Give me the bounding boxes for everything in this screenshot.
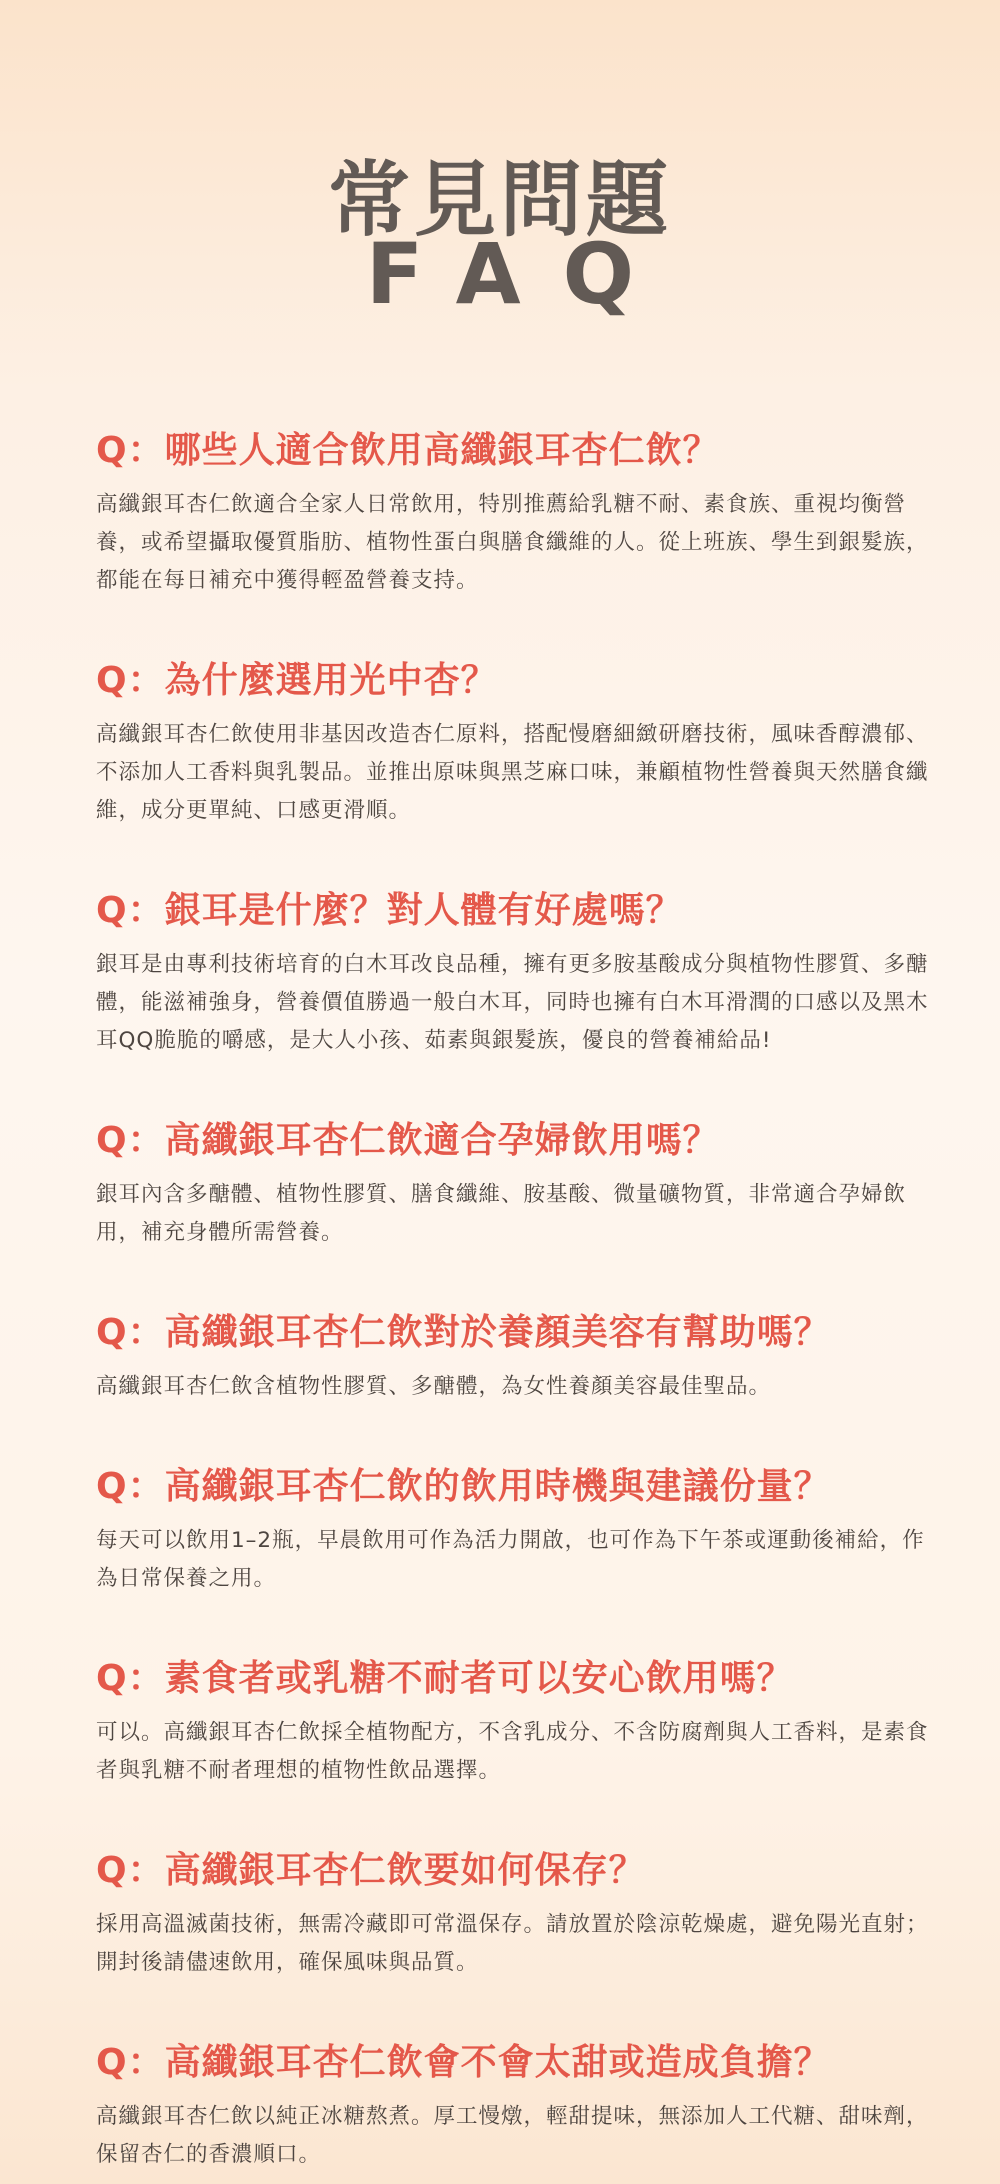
faq-question: Q：高纖銀耳杏仁飲會不會太甜或造成負擔？: [96, 2042, 831, 2083]
faq-question: Q：高纖銀耳杏仁飲對於養顏美容有幫助嗎？: [96, 1312, 831, 1353]
faq-answer: 高纖銀耳杏仁飲以純正冰糖熬煮。厚工慢燉，輕甜提味，無添加人工代糖、甜味劑，保留杏仁的香濃順口。: [96, 2104, 929, 2167]
faq-question: Q：哪些人適合飲用高纖銀耳杏仁飲？: [96, 430, 720, 471]
faq-item: [96, 882, 946, 1060]
faq-question: Q：為什麼選用光中杏？: [96, 660, 498, 701]
faq-question: Q：素食者或乳糖不耐者可以安心飲用嗎？: [96, 1658, 794, 1699]
faq-item: [96, 1112, 946, 1252]
faq-answer: 每天可以飲用1–2瓶，早晨飲用可作為活力開啟，也可作為下午茶或運動後補給，作為日常保養之用。: [96, 1528, 925, 1591]
faq-list: [96, 422, 946, 2174]
faq-item: [96, 652, 946, 830]
page-subtitle: FAQ: [365, 225, 677, 323]
faq-item: [96, 1304, 946, 1406]
faq-item: [96, 1458, 946, 1598]
faq-question: Q：高纖銀耳杏仁飲適合孕婦飲用嗎？: [96, 1120, 720, 1161]
faq-answer: 銀耳內含多醣體、植物性膠質、膳食纖維、胺基酸、微量礦物質，非常適合孕婦飲用，補充身體所需營養。: [96, 1182, 907, 1245]
faq-question: Q：高纖銀耳杏仁飲的飲用時機與建議份量？: [96, 1466, 831, 1507]
faq-answer: 可以。高纖銀耳杏仁飲採全植物配方，不含乳成分、不含防腐劑與人工香料，是素食者與乳糖不耐者理想的植物性飲品選擇。: [96, 1720, 929, 1783]
faq-item: [96, 1842, 946, 1982]
page-title: 常見問題: [327, 152, 672, 248]
faq-answer: 銀耳是由專利技術培育的白木耳改良品種，擁有更多胺基酸成分與植物性膠質、多醣體，能滋補強身，營養價值勝過一般白木耳，同時也擁有白木耳滑潤的口感以及黑木耳QQ脆脆的嚼感，是大人小孩、茹素與銀髮族，優良的營養補給品!: [96, 952, 929, 1053]
faq-question: Q：銀耳是什麼？對人體有好處嗎？: [96, 890, 683, 931]
faq-item: [96, 2034, 946, 2174]
faq-answer: 高纖銀耳杏仁飲含植物性膠質、多醣體，為女性養顏美容最佳聖品。: [96, 1374, 772, 1399]
faq-question: Q：高纖銀耳杏仁飲要如何保存？: [96, 1850, 646, 1891]
faq-item: [96, 422, 946, 600]
faq-item: [96, 1650, 946, 1790]
faq-answer: 高纖銀耳杏仁飲適合全家人日常飲用，特別推薦給乳糖不耐、素食族、重視均衡營養，或希望攝取優質脂肪、植物性蛋白與膳食纖維的人。從上班族、學生到銀髮族，都能在每日補充中獲得輕盈營養支持。: [96, 492, 929, 593]
faq-answer: 高纖銀耳杏仁飲使用非基因改造杏仁原料，搭配慢磨細緻研磨技術，風味香醇濃郁、不添加人工香料與乳製品。並推出原味與黑芝麻口味，兼顧植物性營養與天然膳食纖維，成分更單純、口感更滑順。: [96, 722, 929, 823]
faq-answer: 採用高溫滅菌技術，無需冷藏即可常溫保存。請放置於陰涼乾燥處，避免陽光直射；開封後請儘速飲用，確保風味與品質。: [96, 1912, 929, 1975]
